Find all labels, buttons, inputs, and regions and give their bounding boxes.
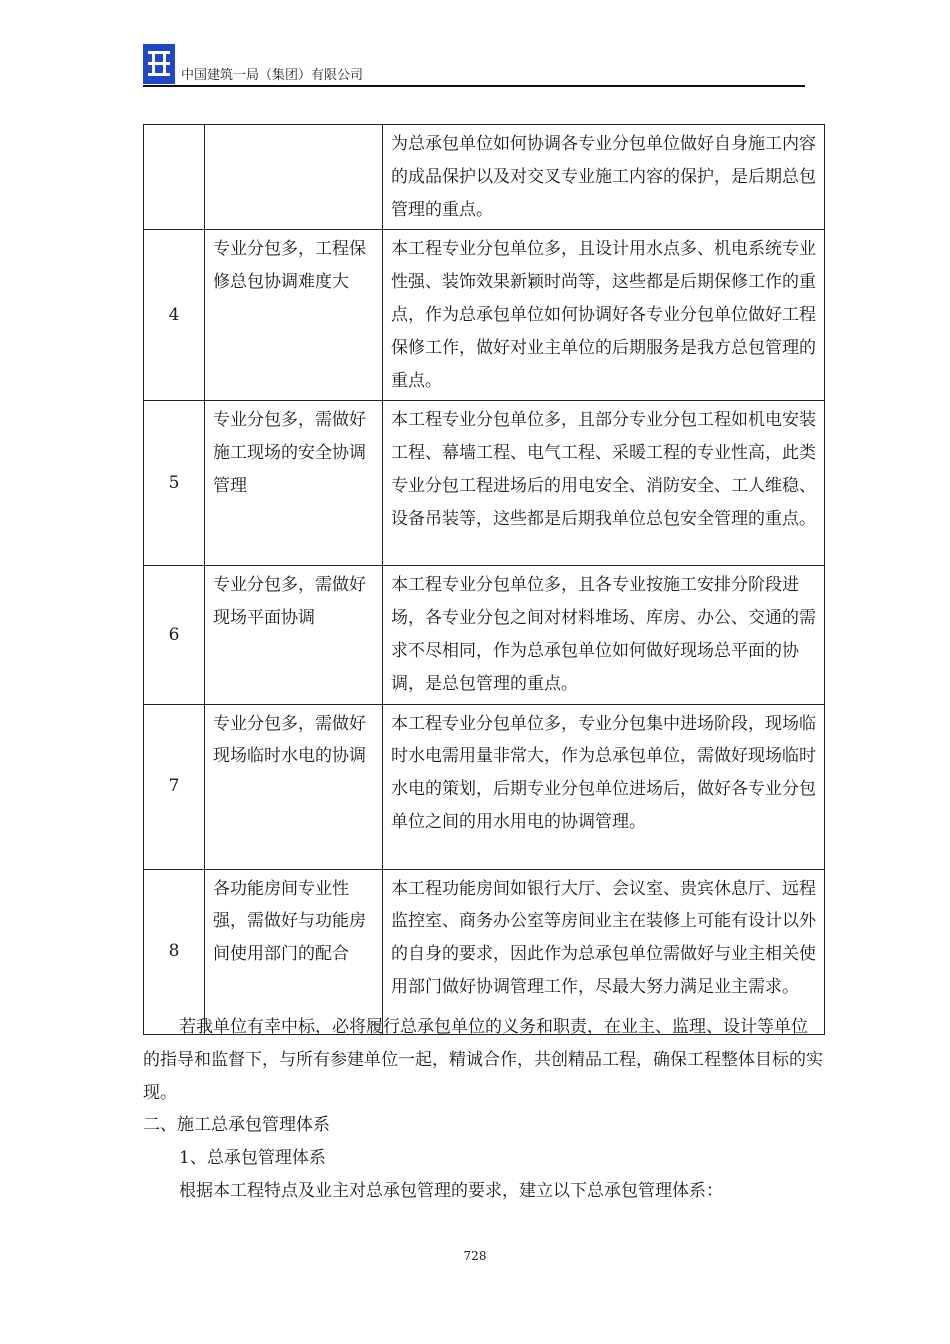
row-detail: 为总承包单位如何协调各专业分包单位做好自身施工内容的成品保护以及对交叉专业施工内容的保护，是后期总包管理的重点。 xyxy=(383,125,825,230)
row-issue: 专业分包多，工程保修总包协调难度大 xyxy=(205,230,383,401)
body-text xyxy=(143,1011,824,1208)
table-row xyxy=(144,230,825,401)
row-number: 6 xyxy=(144,566,205,704)
row-detail: 本工程专业分包单位多，且部分专业分包工程如机电安装工程、幕墙工程、电气工程、采暖工程的专业性高，此类专业分包工程进场后的用电安全、消防安全、工人维稳、设备吊装等，这些都是后期我单位总包安全管理的重点。 xyxy=(383,401,825,566)
intro-paragraph: 根据本工程特点及业主对总承包管理的要求，建立以下总承包管理体系： xyxy=(179,1180,723,1201)
page-header xyxy=(143,44,805,88)
key-points-table xyxy=(143,124,825,1035)
table-row xyxy=(144,704,825,869)
table-row xyxy=(144,401,825,566)
row-detail: 本工程专业分包单位多，专业分包集中进场阶段，现场临时水电需用量非常大，作为总承包单位，需做好现场临时水电的策划，后期专业分包单位进场后，做好各专业分包单位之间的用水用电的协调管理。 xyxy=(383,704,825,869)
row-number: 5 xyxy=(144,401,205,566)
table-row xyxy=(144,566,825,704)
section-heading: 二、施工总承包管理体系 xyxy=(143,1115,330,1136)
row-detail: 本工程功能房间如银行大厅、会议室、贵宾休息厅、远程监控室、商务办公室等房间业主在装修上可能有设计以外的自身的要求，因此作为总承包单位需做好与业主相关使用部门做好协调管理工作，尽最大努力满足业主需求。 xyxy=(383,869,825,1034)
row-issue xyxy=(205,125,383,230)
row-issue: 专业分包多，需做好现场平面协调 xyxy=(205,566,383,704)
table-row xyxy=(144,125,825,230)
row-detail: 本工程专业分包单位多，且设计用水点多、机电系统专业性强、装饰效果新颖时尚等，这些都是后期保修工作的重点，作为总承包单位如何协调好各专业分包单位做好工程保修工作，做好对业主单位的后期服务是我方总包管理的重点。 xyxy=(383,230,825,401)
closing-paragraph: 若我单位有幸中标，必将履行总承包单位的义务和职责，在业主、监理、设计等单位的指导和监督下，与所有参建单位一起，精诚合作，共创精品工程，确保工程整体目标的实现。 xyxy=(143,1017,823,1103)
row-issue: 专业分包多，需做好现场临时水电的协调 xyxy=(205,704,383,869)
company-logo-icon xyxy=(143,44,175,84)
row-detail: 本工程专业分包单位多，且各专业按施工安排分阶段进场，各专业分包之间对材料堆场、库房、办公、交通的需求不尽相同，作为总承包单位如何做好现场总平面的协调，是总包管理的重点。 xyxy=(383,566,825,704)
row-number: 7 xyxy=(144,704,205,869)
header-rule xyxy=(143,85,805,87)
row-issue: 各功能房间专业性强，需做好与功能房间使用部门的配合 xyxy=(205,869,383,1034)
row-number: 8 xyxy=(144,869,205,1034)
subsection-heading: 1、总承包管理体系 xyxy=(179,1148,326,1169)
row-number xyxy=(144,125,205,230)
table-row xyxy=(144,869,825,1034)
company-name: 中国建筑一局（集团）有限公司 xyxy=(181,68,364,83)
row-number: 4 xyxy=(144,230,205,401)
row-issue: 专业分包多，需做好施工现场的安全协调管理 xyxy=(205,401,383,566)
page-number: 728 xyxy=(463,1249,487,1263)
